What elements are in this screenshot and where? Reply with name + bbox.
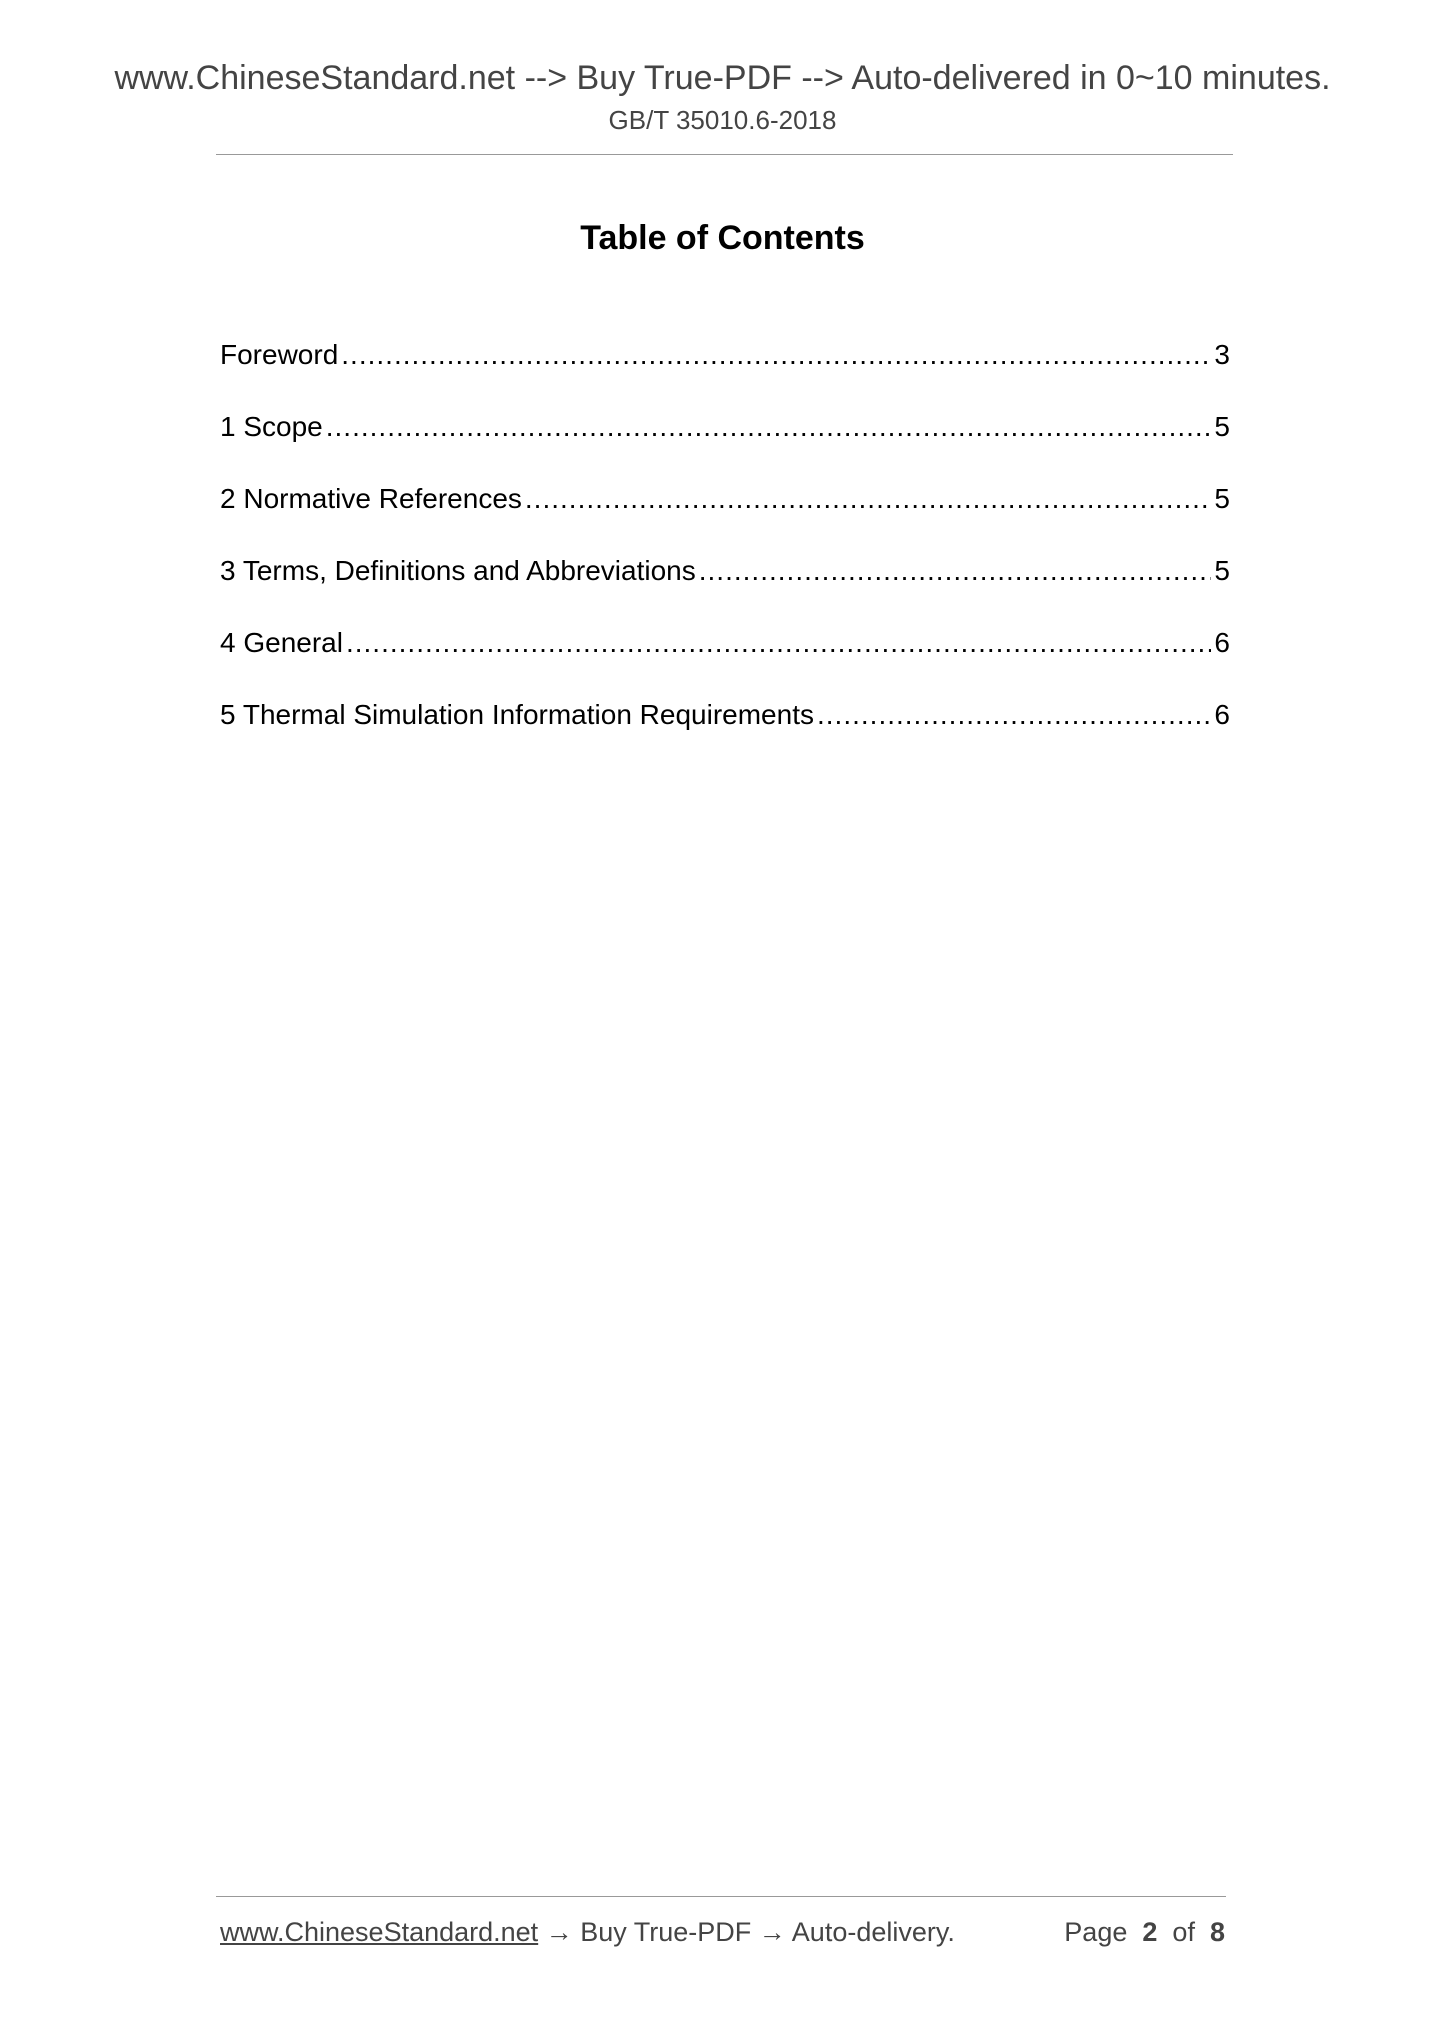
footer-site-link[interactable]: www.ChineseStandard.net xyxy=(220,1917,539,1947)
footer-delivery-text: Auto-delivery. xyxy=(791,1917,955,1947)
toc-entry-page: 5 xyxy=(1214,483,1230,514)
toc-entry-page: 5 xyxy=(1214,411,1230,442)
page-number xyxy=(1064,1914,1225,1950)
arrow-right-icon: → xyxy=(545,1917,573,1947)
footer-promo xyxy=(220,1914,955,1950)
toc-list xyxy=(220,336,1230,768)
toc-entry-label: Foreword xyxy=(220,339,339,370)
toc-entry-label: 5 Thermal Simulation Information Requirements xyxy=(220,699,814,730)
toc-dot-leader xyxy=(699,552,1212,590)
toc-entry-normative-references[interactable] xyxy=(220,480,1230,518)
toc-dot-leader xyxy=(346,624,1211,662)
toc-dot-leader xyxy=(326,408,1212,446)
toc-entry-page: 3 xyxy=(1214,339,1230,370)
toc-dot-leader xyxy=(817,696,1211,734)
toc-title: Table of Contents xyxy=(580,219,865,257)
toc-entry-page: 6 xyxy=(1214,699,1230,730)
header-banner: www.ChineseStandard.net --> Buy True-PDF --> Auto-delivered in 0~10 minutes. xyxy=(114,59,1331,97)
toc-entry-terms-definitions[interactable] xyxy=(220,552,1230,590)
current-page: 2 xyxy=(1142,1917,1158,1947)
toc-dot-leader xyxy=(525,480,1212,518)
toc-entry-thermal-simulation[interactable] xyxy=(220,696,1230,734)
toc-entry-label: 2 Normative References xyxy=(220,483,522,514)
total-pages: 8 xyxy=(1209,1917,1225,1947)
header-divider xyxy=(216,154,1233,155)
toc-entry-label: 1 Scope xyxy=(220,411,323,442)
footer-buy-text: Buy True-PDF xyxy=(580,1917,752,1947)
standard-code: GB/T 35010.6-2018 xyxy=(608,105,837,135)
toc-entry-scope[interactable] xyxy=(220,408,1230,446)
toc-entry-foreword[interactable] xyxy=(220,336,1230,374)
toc-entry-label: 4 General xyxy=(220,627,343,658)
page-word: Page xyxy=(1064,1917,1128,1947)
of-word: of xyxy=(1172,1917,1195,1947)
toc-entry-general[interactable] xyxy=(220,624,1230,662)
toc-entry-label: 3 Terms, Definitions and Abbreviations xyxy=(220,555,696,586)
footer-divider xyxy=(216,1896,1226,1897)
arrow-right-icon: → xyxy=(758,1917,786,1947)
toc-dot-leader xyxy=(341,336,1211,374)
toc-entry-page: 6 xyxy=(1214,627,1230,658)
toc-entry-page: 5 xyxy=(1214,555,1230,586)
